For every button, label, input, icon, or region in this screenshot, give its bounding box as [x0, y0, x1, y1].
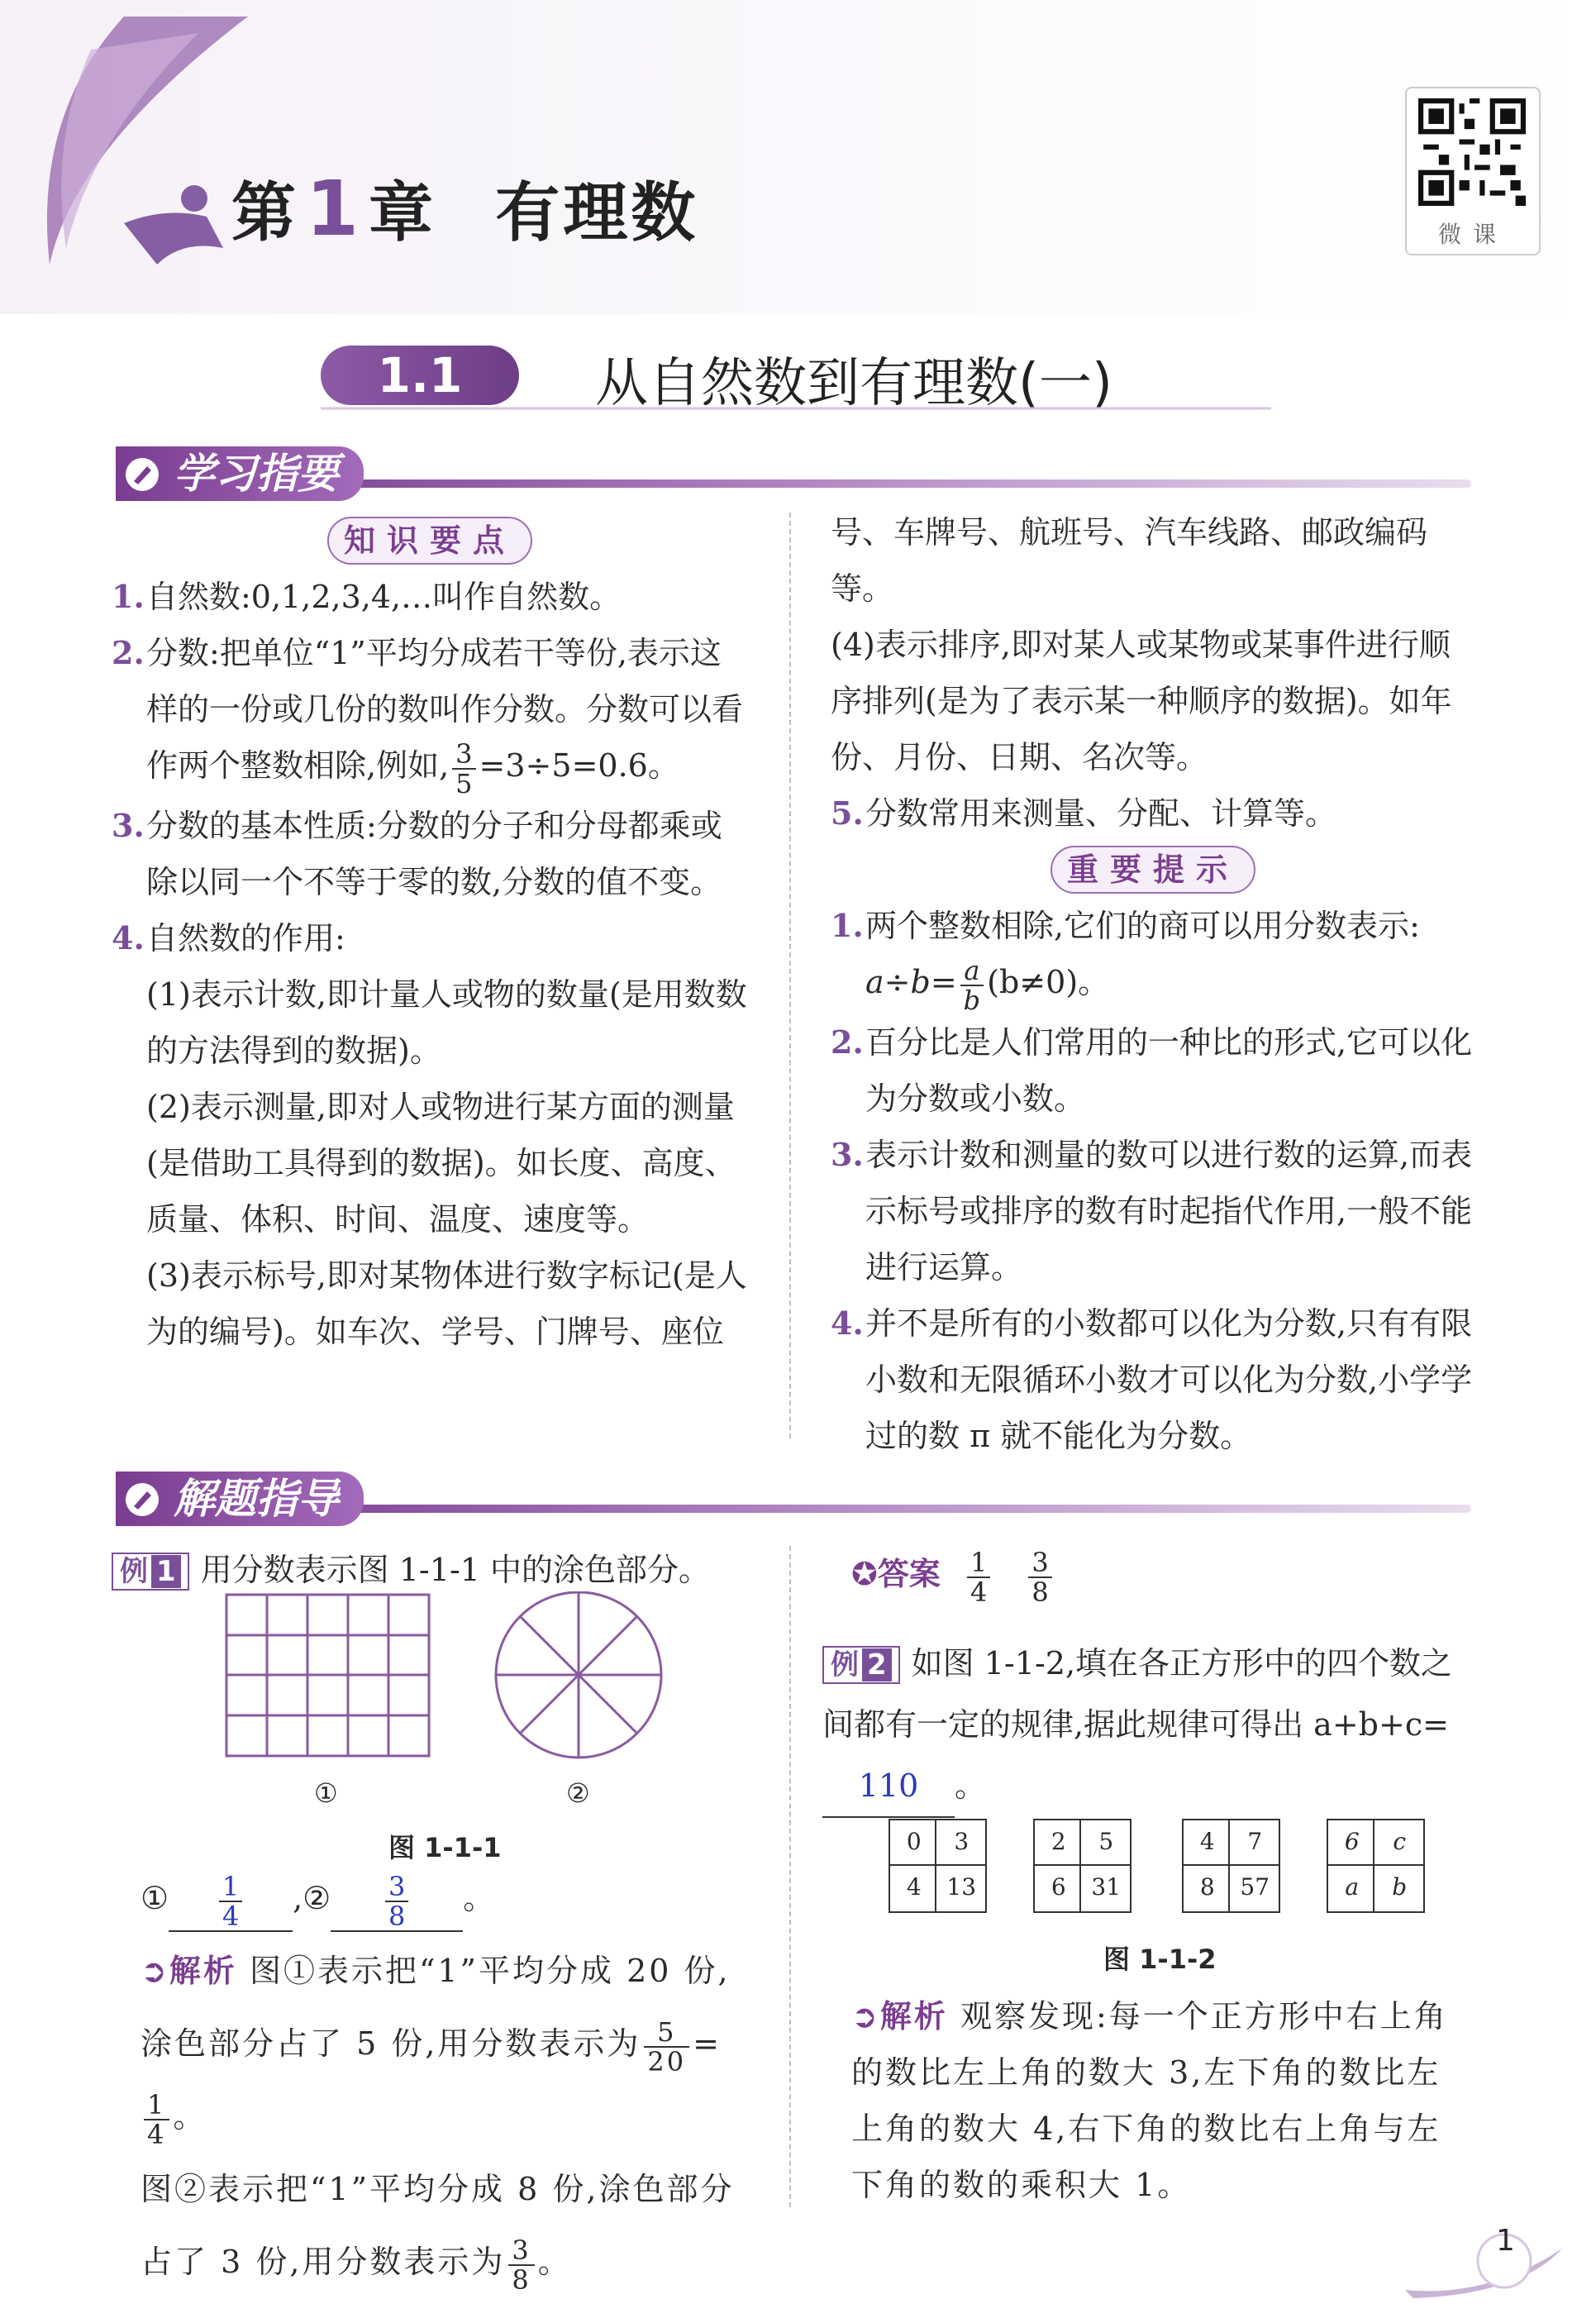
star-icon: ✪: [851, 1556, 878, 1592]
band-problem-guide: 解题指导: [116, 1472, 1471, 1529]
use-2: (2)表示测量,即对人或物进行某方面的测量(是借助工具得到的数据)。如长度、高度、质量、体积、时间、温度、速度等。: [146, 1088, 736, 1238]
knowledge-column: [112, 513, 748, 1360]
column-divider-2: [789, 1546, 791, 2207]
number-box-2: 2 5 6 31: [1033, 1819, 1131, 1913]
figure-caption-1: 图 1-1-1: [388, 1832, 502, 1863]
figure-caption-2: 图 1-1-2: [1103, 1944, 1217, 1975]
number-box-3: 4 7 8 57: [1182, 1819, 1280, 1913]
knowledge-item-2: 2. 分数:把单位“1”平均分成若干等份,表示这样的一份或几份的数叫作分数。分数可以看作两个整数相除,例如, $\frac{3}{5}$ =3÷5=0.6。: [112, 634, 744, 799]
example-2: 例 2 如图 1-1-2,填在各正方形中的四个数之间都有一定的规律,据此规律可得出 a+b+c=110 。: [822, 1633, 1467, 1818]
example-tag: 例 2: [822, 1646, 900, 1684]
use-4: (4)表示排序,即对某人或某物或某事件进行顺序排列(是为了表示某一种顺序的数据)。如年份、月份、日期、名次等。: [831, 627, 1452, 775]
analysis-label: ➲解析: [141, 1953, 237, 1989]
box-gridlines: [889, 1819, 1426, 1913]
knowledge-item-3: 3. 分数的基本性质:分数的分子和分母都乘或除以同一个不等于零的数,分数的值不变。: [112, 806, 722, 900]
band-study-guide: 学习指要: [116, 446, 1471, 504]
tip-4: 4. 并不是所有的小数都可以化为分数,只有有限小数和无限循环小数才可以化为分数,小学学过的数 π 就不能化为分数。: [831, 1304, 1473, 1454]
chapter-title: 第1 章 有理数: [231, 165, 699, 253]
knowledge-item-5: 5. 分数常用来测量、分配、计算等。: [831, 794, 1337, 832]
section-number-badge: 1.1: [321, 346, 519, 405]
number-box-1: 0 3 4 13: [889, 1819, 987, 1913]
answer-blank-1[interactable]: $\frac{1}{4}$: [169, 1870, 293, 1932]
tips-heading: 重要提示: [831, 842, 1475, 898]
tips-column: [831, 504, 1475, 1464]
knowledge-item-1: 1. 自然数:0,1,2,3,4,…叫作自然数。: [112, 578, 622, 615]
column-divider: [789, 513, 791, 1438]
use-3-continued: 号、车牌号、航班号、汽车线路、邮政编码等。: [831, 514, 1428, 607]
knowledge-heading: 知识要点: [112, 513, 748, 569]
example-2-analysis: ➲解析 观察发现:每一个正方形中右上角的数比左上角的数大 3,左下角的数比左上角的数大 4,右下角的数比右上角与左下角的数的乘积大 1。: [851, 1998, 1448, 2203]
tip-3: 3. 表示计数和测量的数可以进行数的运算,而表示标号或排序的数有时起指代作用,一般不能进行运算。: [831, 1135, 1473, 1286]
figure-1-1-1: [223, 1591, 686, 1823]
page-number: 1: [1496, 2224, 1515, 2258]
page-number-swoosh: [1397, 2216, 1579, 2306]
tip-2: 2. 百分比是人们常用的一种比的形式,它可以化为分数或小数。: [831, 1023, 1473, 1117]
use-3: (3)表示标号,即对某物体进行数字标记(是人为的编号)。如车次、学号、门牌号、座位: [146, 1257, 747, 1350]
example-tag: 例 1: [112, 1553, 189, 1591]
section-title: 从自然数到有理数(一): [595, 353, 1112, 414]
fraction: $\frac{a}{b}$: [960, 956, 984, 1014]
example-1-answer: ✪答案 $\frac{1}{4}$ $\frac{3}{8}$: [851, 1546, 1055, 1606]
example-1-analysis: ➲解析 图①表示把“1”平均分成 20 份,涂色部分占了 5 份,用分数表示为 $\frac{5}{20}$ = $\frac{1}{4}$ 。 图②表示把“1”平均分成 8 份,涂色部分占了 3 份,用分数表示为 $\frac{3}{8}$ 。: [141, 1953, 735, 2296]
answer-blank-2[interactable]: $\frac{3}{8}$: [331, 1870, 463, 1932]
example-1-answer-line: ① $\frac{1}{4}$ ,② $\frac{3}{8}$ 。: [141, 1870, 495, 1932]
example-1: 例 1 用分数表示图 1-1-1 中的涂色部分。: [112, 1542, 756, 1598]
analysis-label: ➲解析: [851, 1998, 948, 2034]
pencil-icon: [124, 1481, 160, 1518]
use-1: (1)表示计数,即计量人或物的数量(是用数数的方法得到的数据)。: [146, 975, 747, 1069]
answer-blank[interactable]: 110: [822, 1755, 955, 1818]
qr-label: 微课: [1437, 221, 1508, 248]
number-box-4: 6 c a b: [1327, 1819, 1425, 1913]
knowledge-item-4: 4. 自然数的作用: (1)表示计数,即计量人或物的数量(是用数数的方法得到的数据)。 (2)表示测量,即对人或物进行某方面的测量(是借助工具得到的数据)。如长度、高度、质量、体积、时间、温度、速度等。 (3)表示标号,即对某物体进行数字标记(是人为的编号)。如车次、学号、门牌号、座位: [112, 910, 748, 1360]
figure-label-1: ①: [314, 1777, 338, 1809]
qr-code-icon: [1418, 98, 1526, 206]
fraction: $\frac{3}{5}$: [452, 740, 475, 798]
tip-1: 1. 两个整数相除,它们的商可以用分数表示: a÷b= $\frac{a}{b}$ (b≠0)。: [831, 907, 1420, 1016]
qr-code-panel[interactable]: [1405, 87, 1541, 255]
pencil-icon: [124, 456, 160, 493]
section-underline: [321, 403, 1271, 415]
answer-label: ✪答案: [851, 1556, 941, 1592]
figure-label-2: ②: [566, 1777, 590, 1809]
